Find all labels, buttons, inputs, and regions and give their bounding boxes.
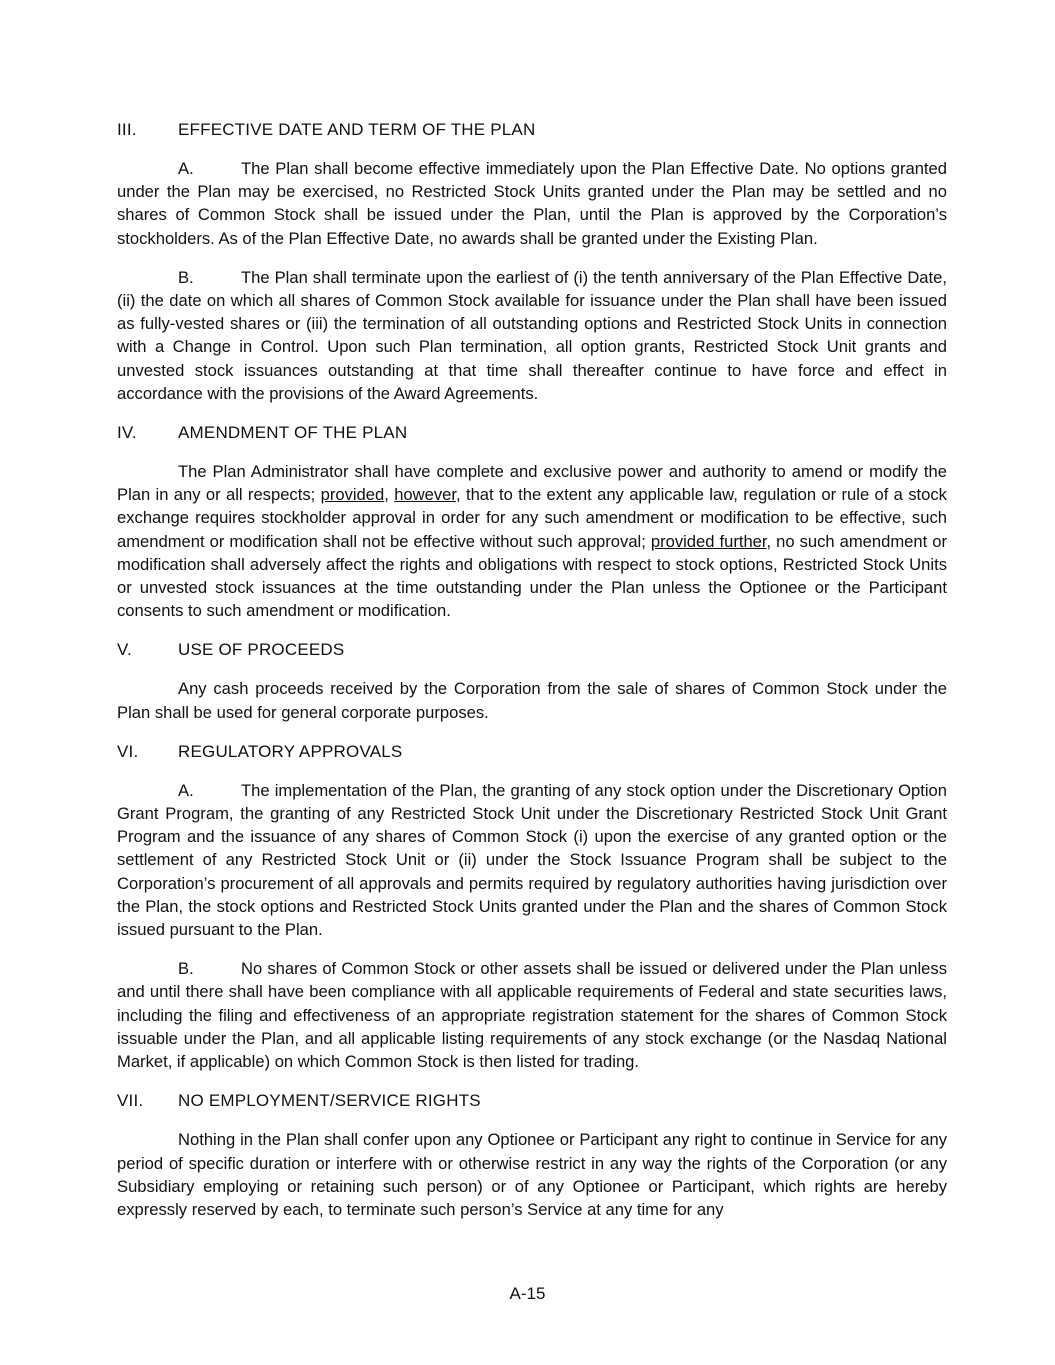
section-heading-v bbox=[117, 638, 947, 661]
underlined-term-provided: provided bbox=[320, 485, 385, 505]
section-heading-iv bbox=[117, 421, 947, 444]
paragraph-text: The Plan shall become effective immediately upon the Plan Effective Date. No options granted under the Plan may be exercised, no Restricted Stock Units granted under the Plan may be settled and no shares of Common Stock shall be issued under the Plan, until the Plan is approved by the Corporation’s stockholders. As of the Plan Effective Date, no awards shall be granted under the Existing Plan. bbox=[117, 159, 947, 248]
paragraph-text: The Plan Administrator shall have complete and exclusive power and authority to amend or modify the Plan in any or all respects; bbox=[117, 462, 947, 505]
paragraph-text: Any cash proceeds received by the Corporation from the sale of shares of Common Stock under the Plan shall be used for general corporate purposes. bbox=[117, 679, 947, 722]
paragraph-iii-a bbox=[117, 157, 947, 250]
paragraph-letter: B. bbox=[178, 267, 194, 287]
paragraph-letter: A. bbox=[178, 159, 194, 178]
paragraph-text: No shares of Common Stock or other assets shall be issued or delivered under the Plan unless and until there shall have been compliance with all applicable requirements of Federal and state securities laws, including the filing and effectiveness of an appropriate registration statement for the shares of Common Stock issuable under the Plan, and all applicable listing requirements of any stock exchange (or the Nasdaq National Market, if applicable) on which Common Stock is then listed for trading. bbox=[117, 959, 947, 1072]
section-heading-iii bbox=[117, 118, 947, 141]
underlined-term-provided-further: provided further bbox=[650, 531, 767, 551]
paragraph-vi-a bbox=[117, 779, 947, 941]
paragraph-v bbox=[117, 677, 947, 723]
document-page bbox=[117, 118, 947, 1237]
section-number: VII. bbox=[117, 1091, 144, 1111]
section-number: III. bbox=[117, 120, 137, 139]
section-title: REGULATORY APPROVALS bbox=[178, 741, 403, 761]
paragraph-letter: B. bbox=[178, 959, 194, 979]
section-heading-vi bbox=[117, 740, 947, 763]
section-number: V. bbox=[117, 640, 132, 660]
section-number: VI. bbox=[117, 741, 139, 761]
section-heading-vii bbox=[117, 1089, 947, 1112]
underlined-term-however: however bbox=[394, 485, 457, 505]
paragraph-text: , no such amendment or modification shall adversely affect the rights and obligations with respect to stock options, Restricted Stock Units or unvested stock issuances at the time outstanding under the Plan unless the Optionee or the Participant consents to such amendment or modification. bbox=[117, 531, 947, 621]
section-title: NO EMPLOYMENT/SERVICE RIGHTS bbox=[178, 1091, 481, 1111]
paragraph-text: , bbox=[384, 485, 395, 505]
paragraph-vi-b bbox=[117, 957, 947, 1073]
paragraph-text: The Plan shall terminate upon the earliest of (i) the tenth anniversary of the Plan Effective Date, (ii) the date on which all shares of Common Stock available for issuance under the Plan shall have been issued as fully-vested shares or (iii) the termination of all outstanding options and Restricted Stock Units in connection with a Change in Control. Upon such Plan termination, all option grants, Restricted Stock Unit grants and unvested stock issuances outstanding at that time shall thereafter continue to have force and effect in accordance with the provisions of the Award Agreements. bbox=[117, 267, 947, 403]
paragraph-text: , that to the extent any applicable law, regulation or rule of a stock exchange requires stockholder approval in order for any such amendment or modification to be effective, such amendment or modification shall not be effective without such approval; bbox=[117, 485, 947, 551]
paragraph-iv bbox=[117, 460, 947, 622]
section-title: USE OF PROCEEDS bbox=[178, 640, 345, 660]
paragraph-letter: A. bbox=[178, 780, 194, 800]
section-title: AMENDMENT OF THE PLAN bbox=[178, 423, 408, 443]
page-number: A-15 bbox=[509, 1284, 546, 1303]
section-number: IV. bbox=[117, 423, 137, 443]
paragraph-vii bbox=[117, 1128, 947, 1221]
paragraph-text: Nothing in the Plan shall confer upon any Optionee or Participant any right to continue in Service for any period of specific duration or interfere with or otherwise restrict in any way the rights of the Corporation (or any Subsidiary employing or retaining such person) or of any Optionee or Participant, which rights are hereby expressly reserved by each, to terminate such person’s Service at any time for any bbox=[117, 1130, 947, 1219]
paragraph-text: The implementation of the Plan, the granting of any stock option under the Discretionary Option Grant Program, the granting of any Restricted Stock Unit under the Discretionary Restricted Stock Unit Grant Program and the issuance of any shares of Common Stock (i) upon the exercise of any granted option or the settlement of any Restricted Stock Unit or (ii) under the Stock Issuance Program shall be subject to the Corporation’s procurement of all approvals and permits required by regulatory authorities having jurisdiction over the Plan, the stock options and Restricted Stock Units granted under the Plan and the shares of Common Stock issued pursuant to the Plan. bbox=[117, 780, 947, 940]
section-title: EFFECTIVE DATE AND TERM OF THE PLAN bbox=[178, 120, 536, 139]
paragraph-iii-b bbox=[117, 266, 947, 405]
